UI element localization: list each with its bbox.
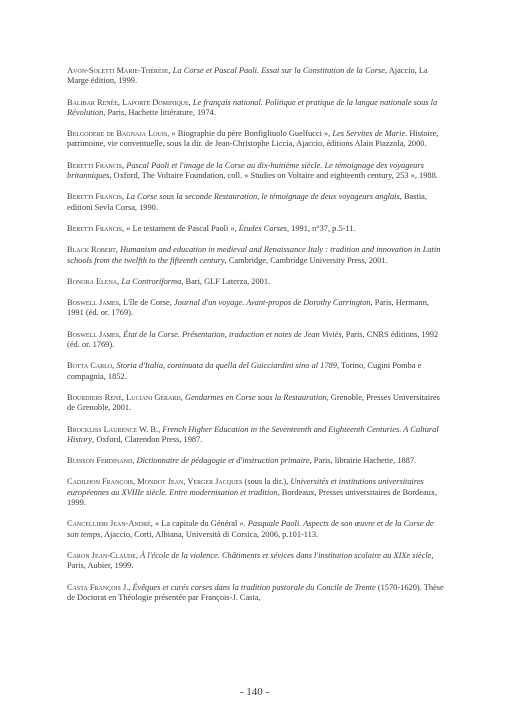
- bibliography-entry: [67, 393, 447, 414]
- entry-title-italic: Journal d'un voyage. Avant-propos de Dorothy Carrington: [173, 298, 371, 308]
- entry-title-italic: La Corse et Pascal Paoli. Essai sur la Constitution de la Corse: [172, 66, 385, 75]
- entry-text: , Cambridge, Cambridge University Press, 2001.: [224, 255, 388, 265]
- entry-title-italic: La Controriforma: [121, 276, 182, 286]
- entry-author: Avon-Soletti Marie-Thérèse,: [67, 66, 171, 75]
- entry-author: Buisson Ferdinand,: [67, 456, 135, 466]
- entry-text: L'île de Corse,: [121, 298, 174, 308]
- entry-author: Brockliss Laurence W. B.,: [67, 424, 161, 434]
- entry-text: , Paris, Hermann, 1991 (éd. or. 1769).: [67, 298, 429, 318]
- entry-text: , Oxford, Clarendon Press, 1987.: [92, 434, 203, 444]
- entry-text: « Biographie du père Bonfigliuolo Guelfucci »,: [169, 129, 333, 139]
- entry-author: Boswell James,: [67, 329, 122, 339]
- bibliography-entry: [67, 425, 447, 446]
- bibliography-entry: [67, 583, 447, 604]
- bibliography-entry: [67, 161, 447, 182]
- entry-title-italic: À l'école de la violence. Châtiments et sévices dans l'institution scolaire au XIXe siècle: [140, 550, 432, 560]
- entry-author: Beretti Francis,: [67, 160, 125, 170]
- entry-title-italic: Gendarmes en Corse sous la Restauration: [184, 392, 327, 402]
- entry-title-italic: Humanism and education in medieval and Renaissance Italy : tradition and innovation in Latin schools from the twelfth to the fifteenth century: [67, 245, 441, 265]
- entry-title-italic: French Higher Education in the Seventeenth and Eighteenth Centuries. A Cultural History: [67, 424, 439, 444]
- bibliography-entry: [67, 129, 447, 150]
- entry-text: , Bordeaux, Presses universitaires de Bordeaux, 1999.: [67, 487, 438, 508]
- entry-author: Casta François J.,: [67, 582, 131, 592]
- entry-title-italic: État de la Corse. Présentation, traduction et notes de Jean Viviès: [123, 329, 342, 339]
- entry-author: Beretti Francis,: [67, 192, 125, 202]
- entry-title-italic: Les Servites de Marie: [332, 129, 406, 139]
- entry-text: , Paris, Hachette littérature, 1974.: [103, 107, 216, 117]
- bibliography-entry: [67, 66, 447, 87]
- bibliography-entry: [67, 277, 447, 287]
- entry-text: , Paris, librairie Hachette, 1887.: [309, 456, 417, 466]
- entry-text: , Paris, CNRS éditions, 1992 (éd. or. 1769).: [67, 329, 439, 350]
- entry-text: « La capitale du Général ».: [152, 519, 248, 529]
- page-number: - 140 -: [239, 686, 270, 698]
- bibliography-entry: [67, 298, 447, 319]
- entry-author: Black Robert,: [67, 245, 118, 255]
- entry-title-italic: Études Corses: [238, 223, 287, 233]
- entry-title-italic: Le français national. Politique et pratique de la langue nationale sous la Révolution: [67, 97, 438, 117]
- entry-text: , Ajaccio, Corti, Albiana, Università di Corsica, 2006, p.101-113.: [100, 529, 319, 539]
- bibliography-entry: [67, 330, 447, 351]
- entry-author: Cancellieri Jean-André,: [67, 519, 153, 529]
- entry-title-italic: Universités et institutions universitaires européennes au XVIIIe siècle. Entre modernisation et tradition: [67, 477, 424, 497]
- entry-text: « Le testament de Pascal Paoli »,: [124, 223, 239, 233]
- entry-author: Bourdiers René, Luciani Gérard,: [67, 392, 183, 402]
- entry-text: . Histoire, patrimoine, vie conventuelle, sous la dir. de Jean-Christophe Liccia, Ajaccio, éditions Alain Piazzola, 2000.: [67, 129, 439, 149]
- bibliography-list: [67, 66, 447, 614]
- bibliography-entry: [67, 224, 447, 234]
- bibliography-entry: [67, 192, 447, 213]
- entry-author: Bonora Elena,: [67, 276, 120, 286]
- entry-text: , Ajaccio, La Marge édition, 1999.: [67, 66, 428, 86]
- bibliography-entry: [67, 361, 447, 382]
- entry-text: , Oxford, The Voltaire Foundation, coll. « Studies on Voltaire and eighteenth century, 253 », 1988.: [109, 171, 438, 181]
- entry-text: (sous la dir.),: [242, 477, 291, 487]
- bibliography-entry: [67, 245, 447, 266]
- entry-title-italic: Pasquale Paoli. Aspects de son œuvre et de la Corse de son temps: [67, 519, 434, 539]
- entry-text: (1570-1620). Thèse de Doctorat en Théologie présentée par François-J. Casta,: [67, 582, 444, 602]
- entry-text: , Paris, Aubier, 1999.: [67, 550, 434, 571]
- entry-text: , Grenoble, Presses Universitaires de Grenoble, 2001.: [67, 392, 440, 413]
- bibliography-entry: [67, 477, 447, 508]
- entry-author: Balibar Renée, Laporte Dominique,: [67, 97, 191, 107]
- entry-text: , Bari, GLF Laterza, 2001.: [181, 276, 271, 286]
- entry-author: Botta Carlo,: [67, 361, 115, 371]
- entry-author: Belgodere de Bagnaja Louis,: [67, 129, 170, 139]
- bibliography-entry: [67, 98, 447, 119]
- entry-text: , Torino, Cugini Pomba e compagnia, 1852.: [67, 361, 422, 381]
- entry-title-italic: Pascal Paoli et l'image de la Corse au dix-huitième siècle. Le témoignage des voyageurs britanniques: [67, 160, 424, 181]
- entry-author: Beretti Francis,: [67, 223, 125, 233]
- entry-text: , 1991, n°37, p.5-11.: [286, 223, 356, 233]
- bibliography-entry: [67, 519, 447, 540]
- entry-title-italic: Évêques et curés corses dans la tradition pastorale du Concile de Trente: [132, 582, 376, 592]
- entry-author: Cadilhon François, Mondot Jean, Verger Jacques: [67, 477, 243, 487]
- bibliography-entry: [67, 456, 447, 466]
- entry-text: , Bastia, editioni Sevla Corsa, 1990.: [67, 192, 427, 212]
- bibliography-entry: [67, 551, 447, 572]
- entry-title-italic: Dictionnaire de pédagogie et d'instruction primaire: [136, 456, 310, 466]
- entry-title-italic: La Corse sous la seconde Restauration, le témoignage de deux voyageurs anglais: [126, 192, 400, 202]
- entry-title-italic: Storia d'Italia, continuata da quella del Guicciardini sino al 1789: [116, 361, 337, 371]
- entry-author: Caron Jean-Claude,: [67, 550, 139, 560]
- entry-author: Boswell James,: [67, 298, 122, 308]
